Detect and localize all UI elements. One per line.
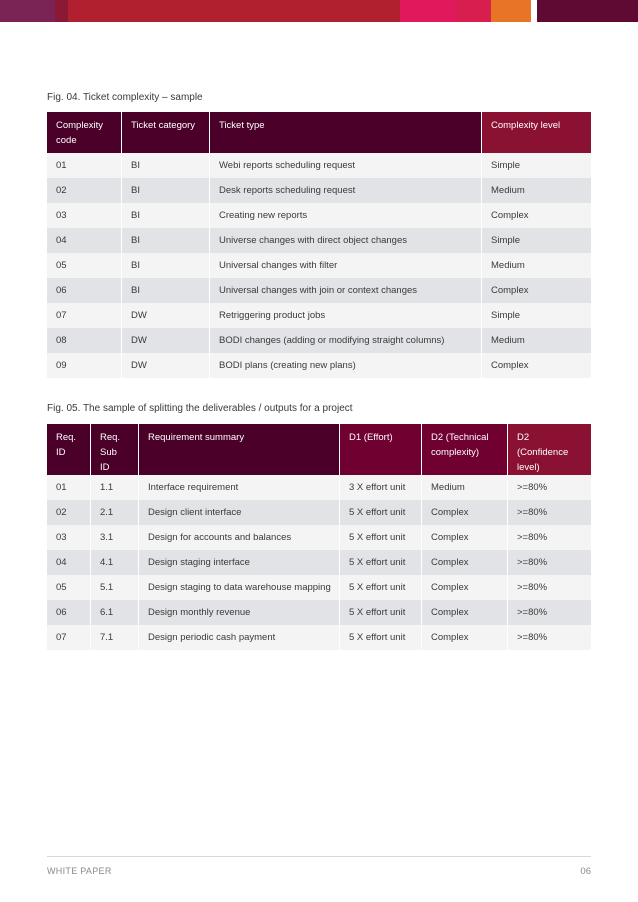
fig4-caption: Fig. 04. Ticket complexity – sample <box>47 92 203 103</box>
table-cell: 5 X effort unit <box>340 625 422 650</box>
ticket-complexity-table <box>47 112 591 378</box>
table-row <box>47 253 591 278</box>
table-cell: 5 X effort unit <box>340 575 422 600</box>
table-cell: DW <box>122 353 210 378</box>
table-row <box>47 203 591 228</box>
bar-segment <box>491 0 531 22</box>
table-cell: DW <box>122 328 210 353</box>
table-cell: Design periodic cash payment <box>139 625 340 650</box>
bar-segment <box>537 0 638 22</box>
header-req-sub-id: Req. Sub ID <box>91 424 139 475</box>
table-cell: Complex <box>422 550 508 575</box>
table-cell: Simple <box>482 228 591 253</box>
header-d2-confidence-level: D2 (Confidence level) <box>508 424 591 475</box>
table-cell: Design monthly revenue <box>139 600 340 625</box>
table-cell: 5 X effort unit <box>340 550 422 575</box>
fig5-caption: Fig. 05. The sample of splitting the deliverables / outputs for a project <box>47 403 353 414</box>
table-cell: 4.1 <box>91 550 139 575</box>
table-cell: Webi reports scheduling request <box>210 153 482 178</box>
table-cell: 3.1 <box>91 525 139 550</box>
header-complexity-code: Complexity code <box>47 112 122 153</box>
table-cell: Complex <box>422 500 508 525</box>
table-cell: Medium <box>422 475 508 500</box>
footer-divider <box>47 856 591 857</box>
header-requirement-summary: Requirement summary <box>139 424 340 475</box>
table-cell: Complex <box>422 575 508 600</box>
table-cell: 2.1 <box>91 500 139 525</box>
table-cell: 06 <box>47 600 91 625</box>
table-cell: Universal changes with join or context changes <box>210 278 482 303</box>
table-row <box>47 278 591 303</box>
table-cell: 03 <box>47 525 91 550</box>
bar-segment <box>55 0 68 22</box>
table-cell: Desk reports scheduling request <box>210 178 482 203</box>
table-cell: DW <box>122 303 210 328</box>
table-row <box>47 575 591 600</box>
table-cell: 01 <box>47 153 122 178</box>
table-row <box>47 475 591 500</box>
table-cell: >=80% <box>508 475 591 500</box>
table-cell: Design for accounts and balances <box>139 525 340 550</box>
table-cell: 04 <box>47 228 122 253</box>
table-cell: Medium <box>482 253 591 278</box>
table-cell: 01 <box>47 475 91 500</box>
table-cell: Simple <box>482 303 591 328</box>
bar-segment <box>455 0 491 22</box>
table-cell: Complex <box>422 525 508 550</box>
table-header-row <box>47 112 591 153</box>
header-req-id: Req. ID <box>47 424 91 475</box>
table-cell: BI <box>122 153 210 178</box>
header-ticket-category: Ticket category <box>122 112 210 153</box>
table-cell: Universal changes with filter <box>210 253 482 278</box>
table-row <box>47 600 591 625</box>
table-cell: Complex <box>482 353 591 378</box>
table-cell: >=80% <box>508 525 591 550</box>
table-cell: 04 <box>47 550 91 575</box>
table-cell: Retriggering product jobs <box>210 303 482 328</box>
table-cell: 5 X effort unit <box>340 600 422 625</box>
table-cell: >=80% <box>508 575 591 600</box>
table-cell: Medium <box>482 328 591 353</box>
table-cell: BI <box>122 228 210 253</box>
table-cell: Design staging interface <box>139 550 340 575</box>
table-cell: Design client interface <box>139 500 340 525</box>
table-cell: >=80% <box>508 550 591 575</box>
table-cell: 3 X effort unit <box>340 475 422 500</box>
table-cell: >=80% <box>508 500 591 525</box>
table-cell: 08 <box>47 328 122 353</box>
table-cell: 5 X effort unit <box>340 525 422 550</box>
table-cell: 7.1 <box>91 625 139 650</box>
table-cell: 6.1 <box>91 600 139 625</box>
table-cell: Medium <box>482 178 591 203</box>
table-row <box>47 178 591 203</box>
table-cell: Design staging to data warehouse mapping <box>139 575 340 600</box>
bar-segment <box>0 0 55 22</box>
table-cell: 05 <box>47 575 91 600</box>
header-complexity-level: Complexity level <box>482 112 591 153</box>
table-cell: 1.1 <box>91 475 139 500</box>
table-cell: Universe changes with direct object changes <box>210 228 482 253</box>
table-cell: 02 <box>47 500 91 525</box>
bar-segment <box>400 0 455 22</box>
table-row <box>47 550 591 575</box>
table-cell: BODI plans (creating new plans) <box>210 353 482 378</box>
table-header-row <box>47 424 591 475</box>
table-cell: Complex <box>482 278 591 303</box>
table-cell: 09 <box>47 353 122 378</box>
table-cell: 5 X effort unit <box>340 500 422 525</box>
table-cell: Creating new reports <box>210 203 482 228</box>
table-cell: 03 <box>47 203 122 228</box>
table-cell: 07 <box>47 303 122 328</box>
bar-segment <box>68 0 400 22</box>
table-row <box>47 328 591 353</box>
table-cell: 07 <box>47 625 91 650</box>
table-row <box>47 228 591 253</box>
table-cell: Complex <box>422 600 508 625</box>
table-row <box>47 500 591 525</box>
footer-label: WHITE PAPER <box>47 866 112 876</box>
table-cell: BI <box>122 253 210 278</box>
table-cell: Interface requirement <box>139 475 340 500</box>
table-row <box>47 625 591 650</box>
table-cell: BI <box>122 203 210 228</box>
header-ticket-type: Ticket type <box>210 112 482 153</box>
table-cell: BI <box>122 178 210 203</box>
table-cell: 05 <box>47 253 122 278</box>
table-cell: 02 <box>47 178 122 203</box>
header-d1-effort: D1 (Effort) <box>340 424 422 475</box>
top-color-bar <box>0 0 638 22</box>
table-cell: 5.1 <box>91 575 139 600</box>
table-row <box>47 353 591 378</box>
table-cell: >=80% <box>508 625 591 650</box>
table-cell: >=80% <box>508 600 591 625</box>
table-cell: Complex <box>482 203 591 228</box>
page-number: 06 <box>580 866 591 877</box>
deliverables-table <box>47 424 591 650</box>
table-row <box>47 303 591 328</box>
table-cell: Simple <box>482 153 591 178</box>
table-cell: Complex <box>422 625 508 650</box>
table-cell: BI <box>122 278 210 303</box>
table-cell: BODI changes (adding or modifying straight columns) <box>210 328 482 353</box>
table-row <box>47 153 591 178</box>
table-row <box>47 525 591 550</box>
table-cell: 06 <box>47 278 122 303</box>
header-d2-technical-complexity: D2 (Technical complexity) <box>422 424 508 475</box>
